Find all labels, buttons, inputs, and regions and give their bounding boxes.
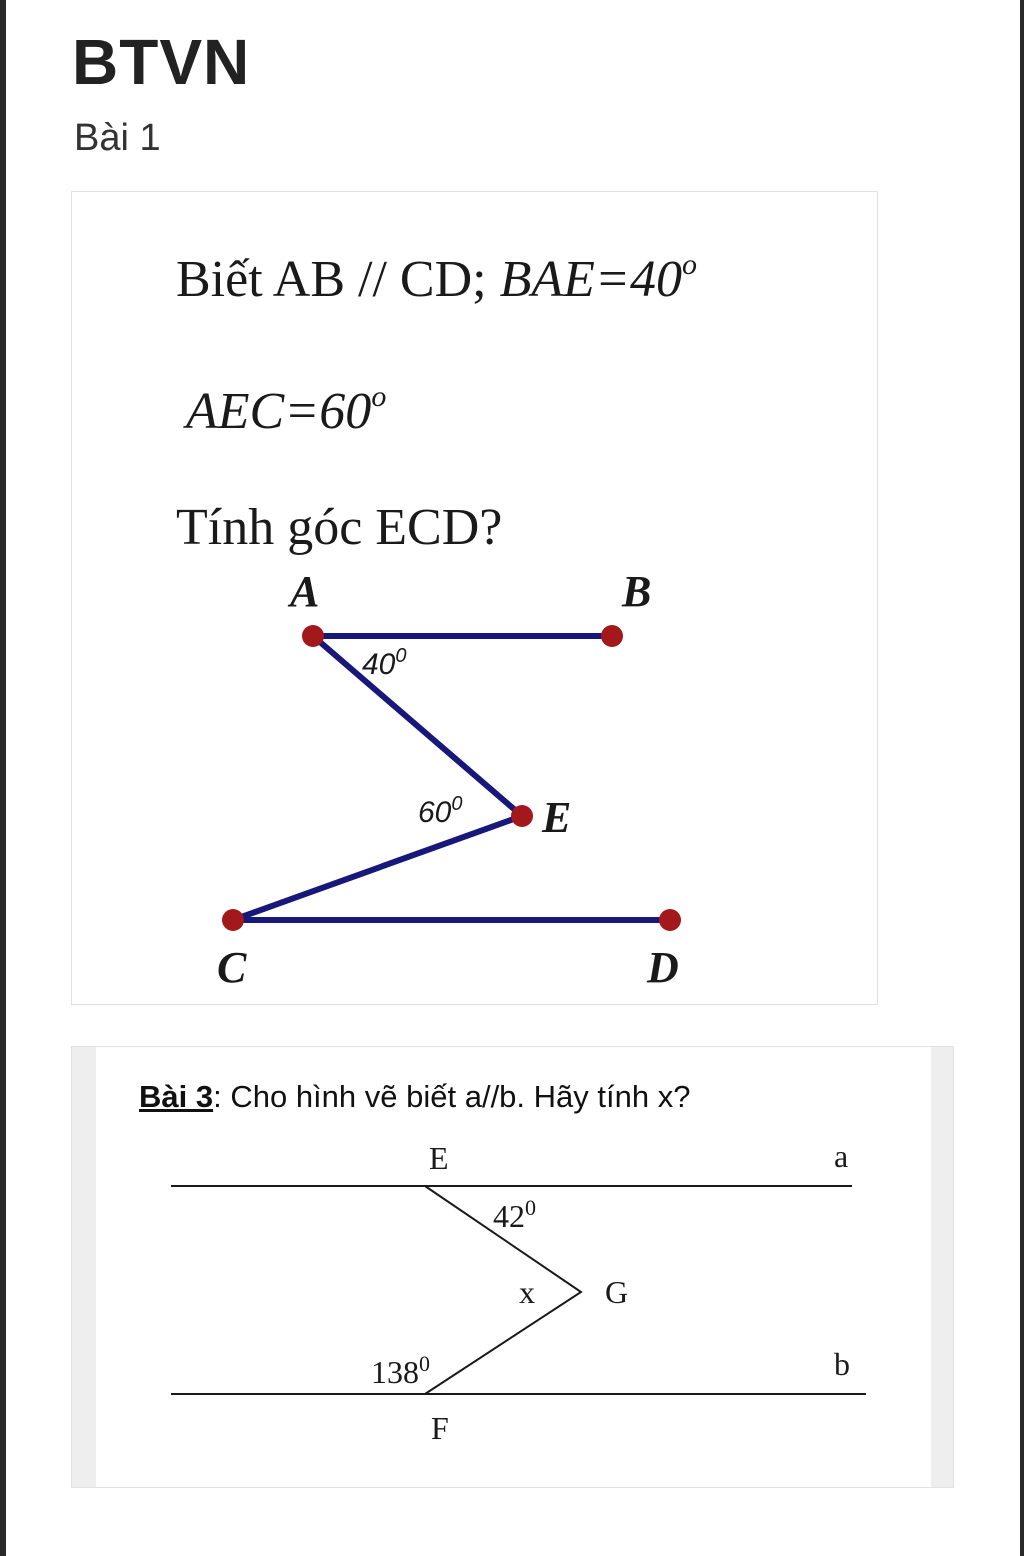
label-e: E	[542, 793, 572, 842]
label-b: B	[622, 567, 652, 616]
frame-edge-left	[0, 0, 6, 1556]
given-parallel-text: Biết AB // CD;	[176, 251, 487, 308]
problem-3-text: : Cho hình vẽ biết a//b. Hãy tính x?	[213, 1079, 691, 1114]
label-a: A	[290, 567, 320, 616]
label-g: G	[605, 1274, 629, 1310]
angle-bae-value: =40	[594, 251, 682, 308]
point-a	[302, 625, 324, 647]
segment-ec	[233, 816, 522, 920]
point-b	[601, 625, 623, 647]
angle-aec-name: AEC	[186, 383, 285, 440]
label-x: x	[519, 1274, 535, 1310]
problem-3-figure	[71, 1046, 954, 1488]
label-line-a: a	[834, 1138, 849, 1174]
angle-label-a: $40^0$	[362, 645, 407, 681]
page-subtitle: Bài 1	[74, 117, 161, 159]
point-e	[511, 805, 533, 827]
page-title: BTVN	[72, 26, 251, 98]
problem-3-lead: Bài 3	[139, 1079, 214, 1114]
angle-bae-degree: o	[682, 248, 697, 281]
label-c: C	[217, 943, 247, 992]
angle-label-top: $42^0$	[493, 1195, 536, 1234]
angle-aec-value: =60	[284, 383, 372, 440]
segment-ae	[313, 636, 522, 816]
problem-1-diagram	[72, 192, 877, 1004]
frame-edge-right	[1020, 0, 1024, 1556]
angle-bae-name: BAE	[499, 251, 595, 308]
point-d	[659, 909, 681, 931]
label-d: D	[647, 943, 679, 992]
point-c	[222, 909, 244, 931]
label-f: F	[431, 1410, 449, 1446]
angle-label-bottom: $138^0$	[371, 1351, 430, 1390]
problem-1-figure	[71, 191, 878, 1005]
angle-aec-degree: o	[371, 380, 387, 413]
problem-1-question: Tính góc ECD?	[176, 499, 503, 556]
problem-3-diagram	[72, 1047, 953, 1487]
angle-label-e: $60^0$	[418, 793, 463, 829]
label-e: E	[429, 1140, 449, 1176]
label-line-b: b	[834, 1346, 850, 1382]
